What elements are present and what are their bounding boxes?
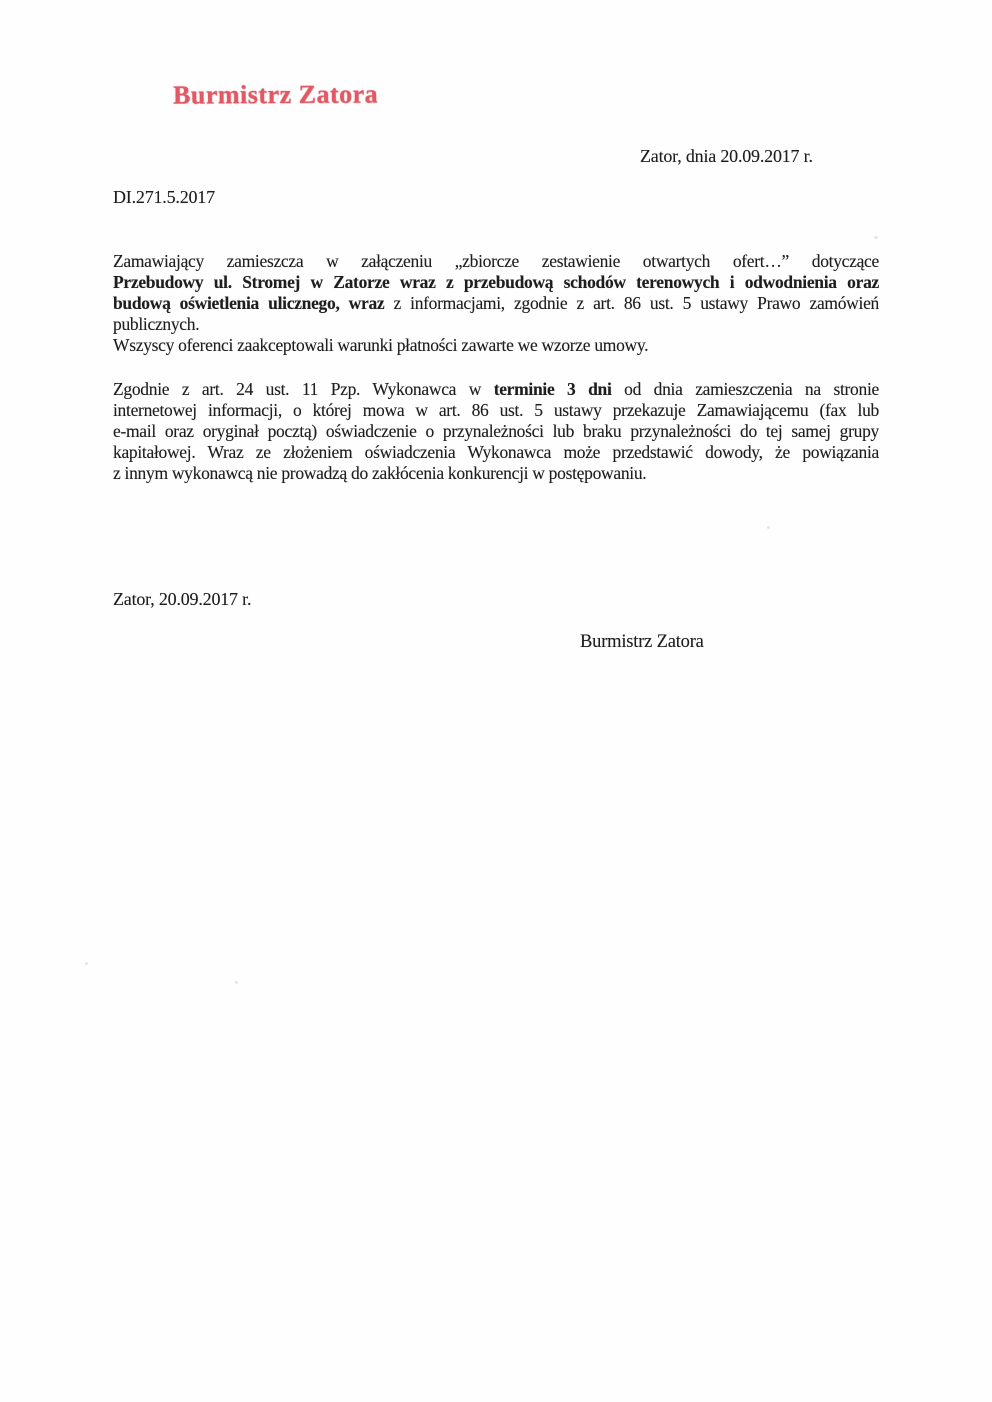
text-line xyxy=(113,314,879,335)
text-line xyxy=(113,335,879,356)
scan-speck xyxy=(85,962,88,965)
text-segment-bold: terminie 3 dni xyxy=(493,379,612,399)
text-line xyxy=(113,272,879,293)
letter-date-line: Zator, dnia 20.09.2017 r. xyxy=(640,146,813,166)
text-segment: internetowej informacji, o której mowa w art. 86 ust. 5 ustawy przekazuje Zamawiającemu (fax lub xyxy=(113,400,879,420)
text-segment: publicznych. xyxy=(113,314,200,334)
text-segment: Wszyscy oferenci zaakceptowali warunki płatności zawarte we wzorze umowy. xyxy=(113,335,649,355)
paragraph-legal-notice xyxy=(113,379,879,484)
reference-number: DI.271.5.2017 xyxy=(113,187,215,207)
scan-speck xyxy=(767,526,770,529)
text-line xyxy=(113,379,879,400)
text-line xyxy=(113,293,879,314)
text-segment: kapitałowej. Wraz ze złożeniem oświadczenia Wykonawca może przedstawić dowody, że powiązania xyxy=(113,442,879,462)
scan-speck xyxy=(874,236,878,239)
text-segment: z innym wykonawcą nie prowadzą do zakłócenia konkurencji w postępowaniu. xyxy=(113,463,647,483)
text-segment: z informacjami, zgodnie z art. 86 ust. 5 ustawy Prawo zamówień xyxy=(384,293,879,313)
text-segment: Zamawiający zamieszcza w załączeniu „zbiorcze zestawienie otwartych ofert…” dotyczące xyxy=(113,251,879,271)
paragraph-announcement xyxy=(113,251,879,356)
text-segment: Zgodnie z art. 24 ust. 11 Pzp. Wykonawca w xyxy=(113,379,494,399)
text-line xyxy=(113,421,879,442)
text-segment: od dnia zamieszczenia na stronie xyxy=(611,379,879,399)
text-segment-bold: budową oświetlenia ulicznego, wraz xyxy=(113,293,385,313)
text-line xyxy=(113,251,879,272)
closing-date: Zator, 20.09.2017 r. xyxy=(113,589,252,609)
text-line xyxy=(113,400,879,421)
text-segment: e-mail oraz oryginał pocztą) oświadczenie o przynależności lub braku przynależności do tej samej grupy xyxy=(113,421,879,441)
signature-title: Burmistrz Zatora xyxy=(580,632,704,652)
scan-speck xyxy=(235,981,238,984)
text-line xyxy=(113,463,879,484)
text-segment-bold: Przebudowy ul. Stromej w Zatorze wraz z przebudową schodów terenowych i odwodnienia oraz xyxy=(113,272,879,292)
mayor-red-stamp: Burmistrz Zatora xyxy=(172,79,379,110)
text-line xyxy=(113,442,879,463)
